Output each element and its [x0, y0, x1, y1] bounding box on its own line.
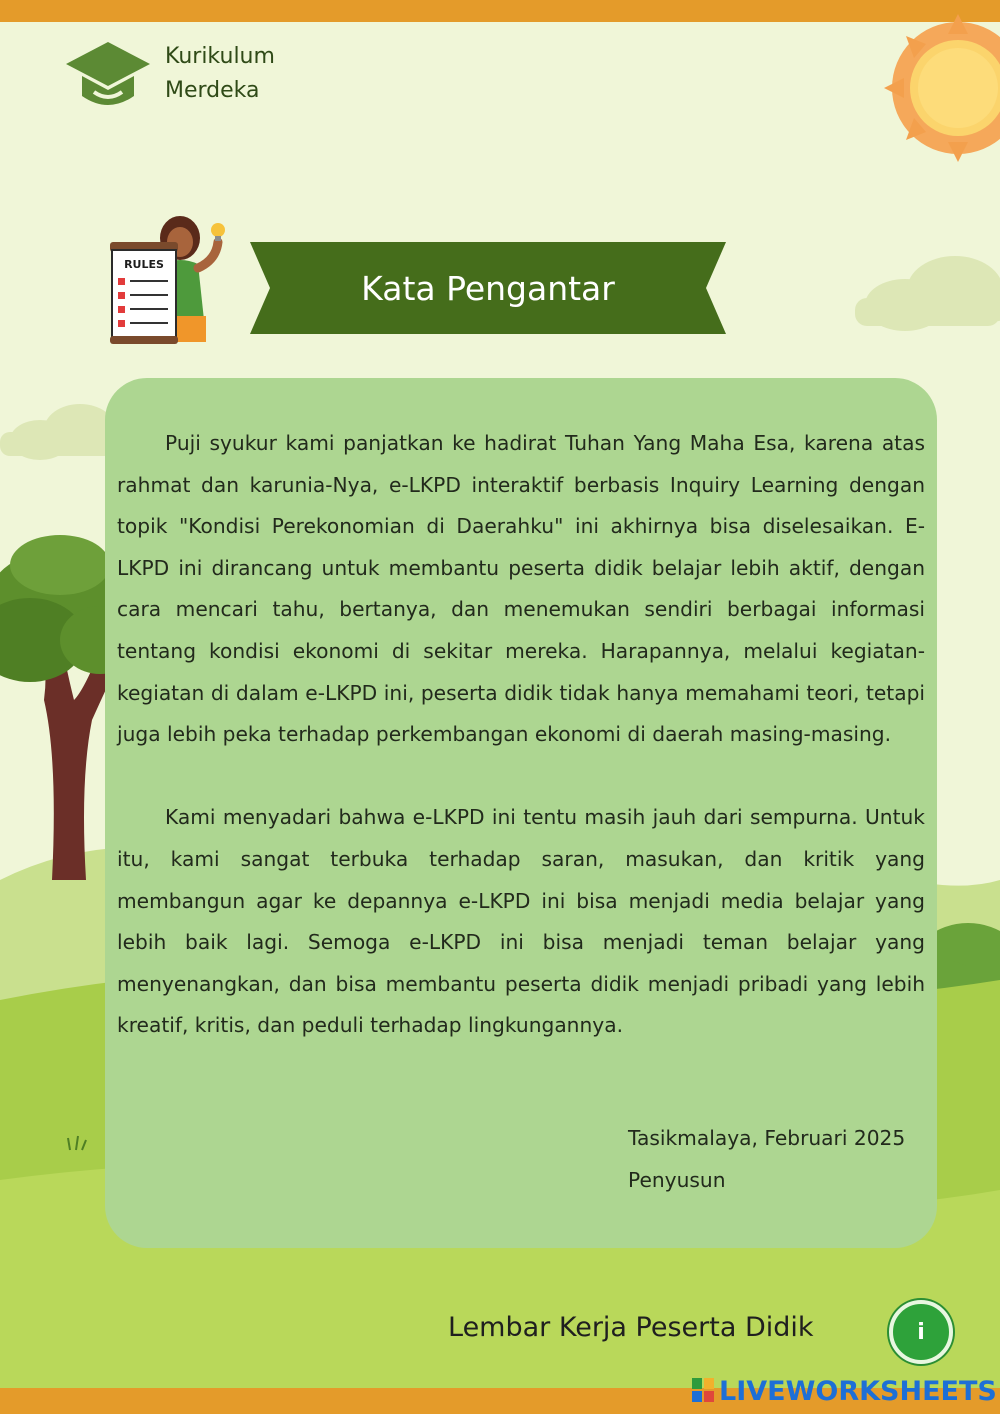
- signature-role: Penyusun: [628, 1167, 726, 1192]
- liveworksheets-logo-icon: [692, 1378, 716, 1404]
- liveworksheets-text: LIVEWORKSHEETS: [719, 1375, 997, 1407]
- rules-board-label: RULES: [124, 258, 164, 271]
- graduation-cap-icon: [64, 40, 152, 114]
- cloud-left: [0, 404, 120, 460]
- paragraph-2: Kami menyadari bahwa e-LKPD ini tentu masih jauh dari sempurna. Untuk itu, kami sangat terbuka terhadap saran, masukan, dan kritik yang membangun agar ke depannya e-LKPD ini bisa menjadi media belajar yang lebih baik lagi. Semoga e-LKPD ini bisa menjadi teman belajar yang menyenangkan, dan bisa membantu peserta didik menjadi pribadi yang lebih kreatif, kritis, dan peduli terhadap lingkungannya.: [117, 805, 925, 1038]
- info-button[interactable]: [889, 1300, 953, 1364]
- page-title: Kata Pengantar: [361, 268, 615, 308]
- cloud-right: [855, 256, 1000, 331]
- signature-block: [628, 1118, 905, 1201]
- liveworksheets-watermark[interactable]: [692, 1374, 997, 1408]
- brand-name: [165, 40, 275, 108]
- brand-line-2: Merdeka: [165, 78, 260, 103]
- teacher-rules-illustration: [104, 208, 244, 348]
- signature-place-date: Tasikmalaya, Februari 2025: [628, 1126, 906, 1150]
- sun-icon: [884, 14, 1000, 162]
- paragraph-1: Puji syukur kami panjatkan ke hadirat Tuhan Yang Maha Esa, karena atas rahmat dan karunia-Nya, e-LKPD interaktif berbasis Inquiry Learning dengan topik "Kondisi Perekonomian di Daerahku" ini akhirnya bisa diselesaikan. E-LKPD ini dirancang untuk membantu peserta didik belajar lebih aktif, dengan cara mencari tahu, bertanya, dan menemukan sendiri berbagai informasi tentang kondisi ekonomi di sekitar mereka. Harapannya, melalui kegiatan-kegiatan di dalam e-LKPD ini, peserta didik tidak hanya memahami teori, tetapi juga lebih peka terhadap perkembangan ekonomi di daerah masing-masing.: [117, 431, 925, 747]
- foreword-text: [117, 423, 925, 1047]
- info-icon: i: [917, 1319, 925, 1345]
- brand-line-1: Kurikulum: [165, 44, 275, 69]
- footer-title: Lembar Kerja Peserta Didik: [448, 1312, 814, 1343]
